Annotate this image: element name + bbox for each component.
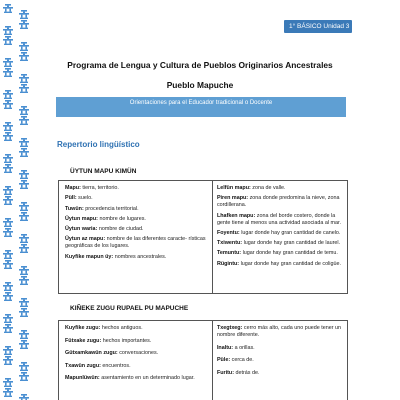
border-motif (3, 388, 13, 397)
vocabulary-definition: nombre de las diferentes caracte- rísticas geográficas de los lugares. (65, 236, 206, 250)
border-motif (19, 276, 29, 285)
vocabulary-definition: cerro más alto, cada uno puede tener un nombre diferente. (216, 325, 341, 338)
border-motif (19, 180, 29, 189)
vocabulary-entry (217, 345, 343, 352)
vocabulary-term: Püle: (216, 357, 231, 364)
vocabulary-entry (217, 240, 343, 247)
vocabulary-term: Tuwün: (65, 205, 84, 212)
vocabulary-definition: lugar donde hay gran cantidad de coligüe. (239, 260, 341, 267)
vocabulary-term: Txiwentu: (216, 240, 243, 247)
vocabulary-definition: asentamiento en un determinado lugar. (99, 375, 195, 382)
table-title-uytun-mapu-kimun: ÜYTUN MAPU KIMÜN (70, 168, 137, 175)
vocabulary-definition: a orillas. (233, 344, 255, 351)
vocabulary-definition: encuentros. (100, 362, 131, 369)
table-title-kineke-zugu: KIÑEKE ZUGU RUPAEL PU MAPUCHE (70, 305, 189, 312)
border-motif (3, 196, 13, 205)
border-motif (3, 90, 13, 99)
border-motif (3, 186, 13, 195)
vocabulary-definition: lugar donde hay gran cantidad de laurel. (242, 240, 341, 247)
table-column-right (213, 321, 347, 400)
vocabulary-term: Kuyfike zugu: (65, 325, 101, 331)
unit-tab (284, 20, 352, 33)
vocabulary-entry (217, 357, 343, 364)
vocabulary-term: Üytun az mapu: (65, 236, 106, 243)
border-motif (3, 356, 13, 365)
vocabulary-entry (217, 325, 343, 339)
border-motif (19, 394, 29, 400)
vocabulary-term: Kuyfike mapun üy: (65, 253, 114, 260)
vocabulary-term: Rügintu: (216, 260, 240, 267)
vocabulary-term: Mapu: (65, 185, 81, 191)
vocabulary-definition: tierra, territorio. (80, 185, 119, 191)
vocabulary-definition: nombre de lugares. (97, 215, 146, 222)
border-motif (19, 42, 29, 51)
border-motif (3, 26, 13, 35)
border-motif (19, 372, 29, 381)
vocabulary-definition: procedencia territorial. (83, 205, 139, 212)
vocabulary-term: Txegtxeg: (216, 325, 243, 331)
vocabulary-definition: detrás de. (234, 369, 260, 376)
vocabulary-term: Foyentu: (216, 229, 240, 236)
border-motif (19, 170, 29, 179)
vocabulary-definition: nombres ancestrales. (113, 253, 167, 260)
table-column-left (59, 181, 213, 293)
border-motif (19, 340, 29, 349)
border-motif (19, 148, 29, 157)
vocabulary-entry (217, 230, 343, 237)
border-motif (19, 234, 29, 243)
vocabulary-term: Piren mapu: (216, 195, 249, 202)
vocabulary-definition: zona de valle. (250, 185, 286, 191)
border-motif (19, 298, 29, 307)
vocabulary-entry (217, 195, 343, 209)
vocabulary-definition: cerca de. (230, 357, 254, 364)
border-motif (3, 346, 13, 355)
border-motif (19, 20, 29, 29)
vocabulary-term: Mapunlüwün: (65, 375, 100, 382)
border-motif (19, 266, 29, 275)
border-motif (3, 260, 13, 269)
orientation-banner: Orientaciones para el Educador tradicional o Docente (56, 97, 346, 117)
vocabulary-entry (65, 254, 208, 261)
vocabulary-definition: conversaciones. (117, 350, 159, 357)
vocabulary-entry (217, 261, 343, 268)
vocabulary-entry (65, 185, 208, 192)
vocabulary-entry (65, 375, 208, 382)
vocabulary-term: Üytun mapu: (65, 215, 98, 222)
vocabulary-term: Inaltu: (216, 344, 234, 351)
vocabulary-entry (65, 338, 208, 345)
border-motif (3, 282, 13, 291)
border-motif (3, 228, 13, 237)
vocabulary-term: Üytun waria: (65, 226, 98, 233)
page-subtitle: Pueblo Mapuche (166, 80, 234, 90)
vocabulary-entry (65, 195, 208, 202)
section-heading: Repertorio lingüístico (57, 140, 140, 149)
vocabulary-entry (65, 350, 208, 357)
page-title: Programa de Lengua y Cultura de Pueblos Originarios Ancestrales (67, 60, 333, 70)
border-motif (19, 362, 29, 371)
vocabulary-definition: lugar donde hay gran cantidad de temu. (241, 250, 338, 257)
vocabulary-term: Lelfün mapu: (216, 185, 251, 191)
vocabulary-entry (65, 363, 208, 370)
vocabulary-table-2 (58, 320, 348, 400)
border-motif (3, 100, 13, 109)
border-motif (3, 250, 13, 259)
border-motif (3, 314, 13, 323)
vocabulary-definition: zona donde predomina la nieve, zona cordillerana. (216, 195, 340, 209)
table-column-right (213, 181, 347, 293)
vocabulary-entry (217, 370, 343, 377)
unit-tab-label: 1° BÁSICO Unidad 3 (289, 23, 350, 30)
vocabulary-entry (217, 185, 343, 192)
vocabulary-definition: hechos antiguos. (100, 325, 143, 331)
border-motif (3, 122, 13, 131)
border-motif (19, 106, 29, 115)
border-motif (3, 154, 13, 163)
border-motif (3, 324, 13, 333)
border-motif (19, 330, 29, 339)
border-motif (19, 10, 29, 19)
border-motif (19, 212, 29, 221)
border-motif (19, 116, 29, 125)
border-motif (19, 244, 29, 253)
vocabulary-definition: suelo. (76, 195, 93, 202)
vocabulary-term: Gütxamkawün zugu: (65, 350, 118, 357)
border-motif (19, 308, 29, 317)
border-motif (3, 36, 13, 45)
border-motif (3, 378, 13, 387)
vocabulary-entry (65, 236, 208, 250)
border-motif (19, 138, 29, 147)
vocabulary-definition: zona del borde costero, donde la gente tiene al menos una actividad asociada al mar. (216, 212, 342, 226)
vocabulary-definition: nombre de ciudad. (97, 226, 144, 233)
vocabulary-definition: hechos importantes. (101, 337, 152, 344)
vocabulary-term: Temuntu: (216, 250, 242, 257)
vocabulary-definition: lugar donde hay gran cantidad de canelo. (239, 229, 341, 236)
border-motif (3, 164, 13, 173)
vocabulary-term: Püll: (65, 195, 77, 202)
vocabulary-term: Fütxake zugu: (65, 337, 102, 344)
vocabulary-term: Txawün zugu: (65, 362, 101, 369)
border-motif (3, 292, 13, 301)
vocabulary-term: Lhafken mapu: (216, 212, 256, 219)
border-motif (3, 4, 13, 13)
vocabulary-entry (217, 250, 343, 257)
vocabulary-entry (65, 206, 208, 213)
border-motif (3, 218, 13, 227)
vocabulary-term: Furitu: (216, 369, 235, 376)
vocabulary-entry (65, 226, 208, 233)
vocabulary-entry (65, 325, 208, 332)
border-motif (19, 202, 29, 211)
vocabulary-entry (65, 216, 208, 223)
border-motif (3, 132, 13, 141)
table-column-left (59, 321, 213, 400)
vocabulary-entry (217, 213, 343, 227)
vocabulary-table-1 (58, 180, 348, 294)
